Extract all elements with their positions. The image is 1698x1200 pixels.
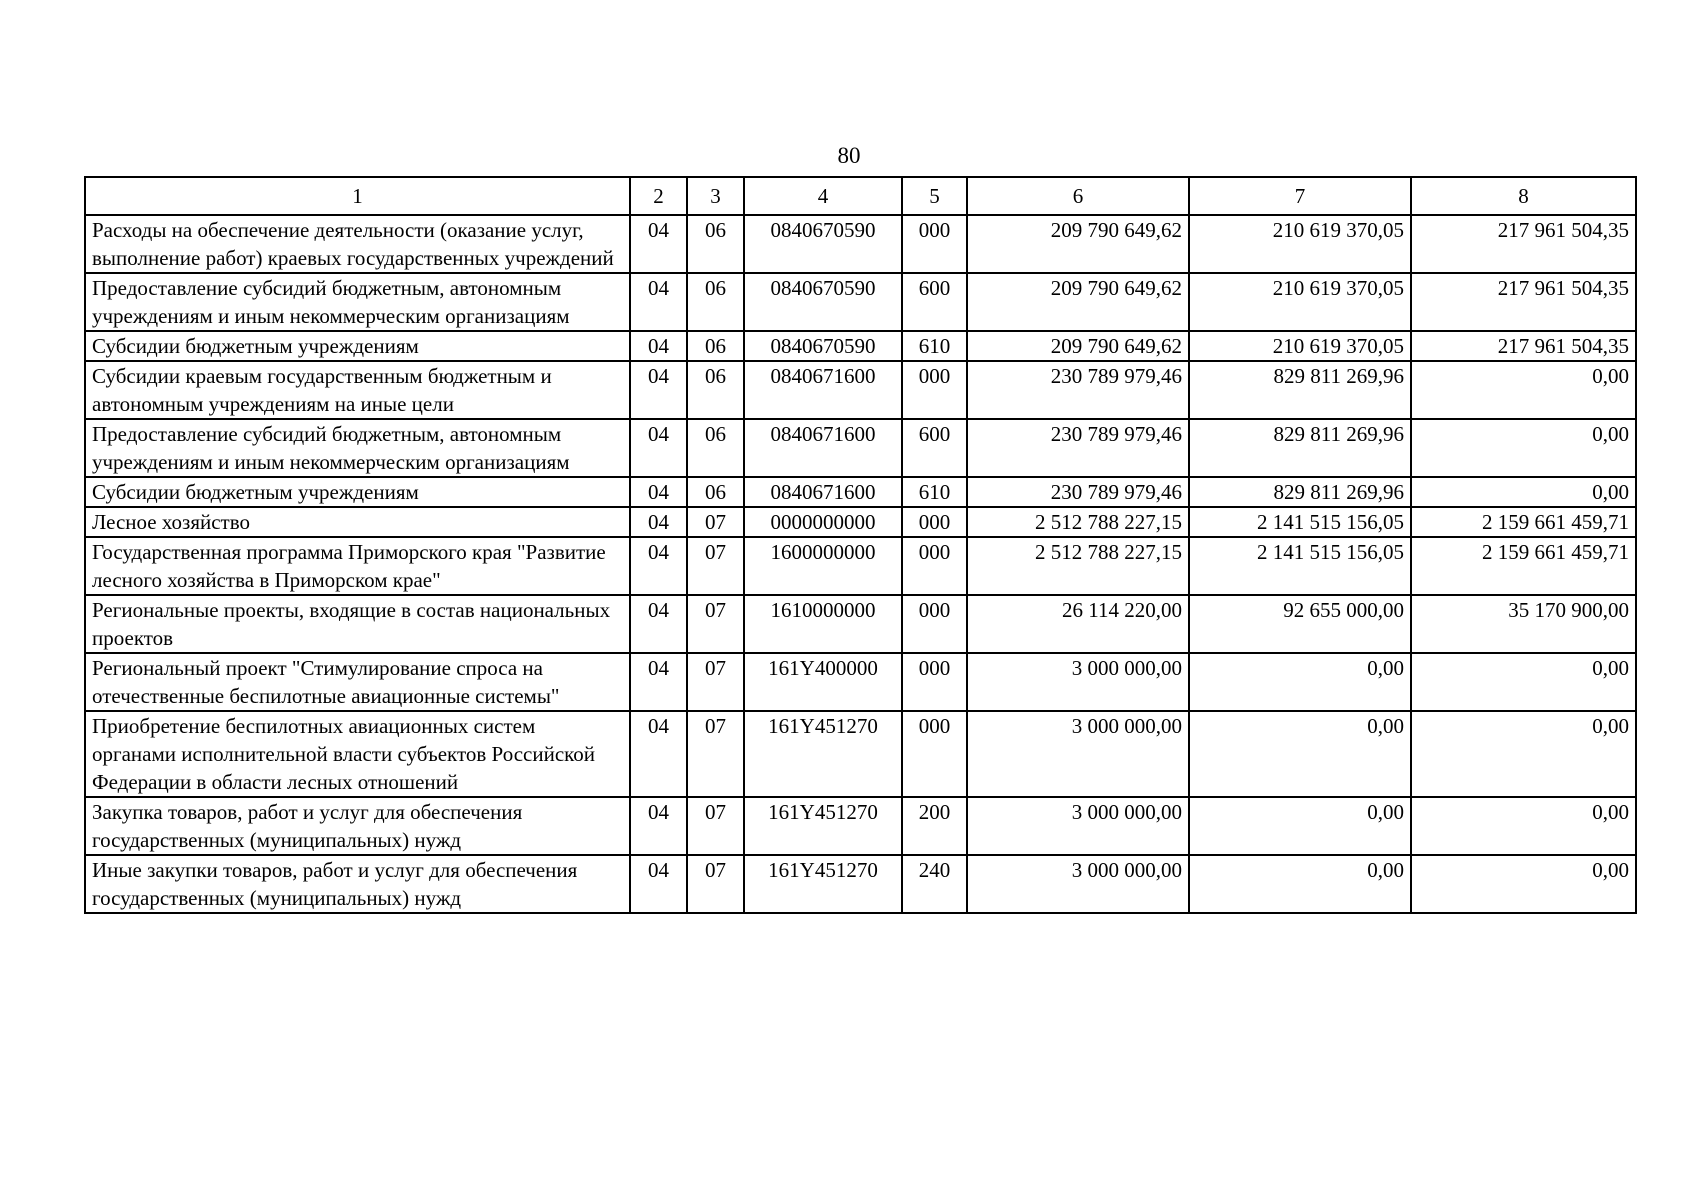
column-header: 8: [1411, 177, 1636, 215]
row-name-cell: Предоставление субсидий бюджетным, автономным учреждениям и иным некоммерческим организациям: [85, 273, 630, 331]
subsection-code-cell: 07: [687, 595, 744, 653]
target-article-cell: 0840671600: [744, 477, 902, 507]
amount-cell-8: 0,00: [1411, 477, 1636, 507]
column-header: 3: [687, 177, 744, 215]
amount-cell-8: 217 961 504,35: [1411, 273, 1636, 331]
target-article-cell: 0840670590: [744, 331, 902, 361]
column-header: 1: [85, 177, 630, 215]
expense-type-cell: 610: [902, 477, 967, 507]
target-article-cell: 161Y451270: [744, 797, 902, 855]
table-row: [85, 419, 1636, 477]
amount-cell-7: 829 811 269,96: [1189, 419, 1411, 477]
amount-cell-8: 0,00: [1411, 653, 1636, 711]
amount-cell-6: 3 000 000,00: [967, 797, 1189, 855]
amount-cell-6: 209 790 649,62: [967, 215, 1189, 273]
amount-cell-8: 2 159 661 459,71: [1411, 507, 1636, 537]
target-article-cell: 1610000000: [744, 595, 902, 653]
subsection-code-cell: 07: [687, 507, 744, 537]
amount-cell-8: 217 961 504,35: [1411, 215, 1636, 273]
amount-cell-8: 0,00: [1411, 419, 1636, 477]
section-code-cell: 04: [630, 419, 687, 477]
column-header: 5: [902, 177, 967, 215]
expense-type-cell: 000: [902, 215, 967, 273]
expense-type-cell: 000: [902, 507, 967, 537]
amount-cell-6: 26 114 220,00: [967, 595, 1189, 653]
subsection-code-cell: 06: [687, 331, 744, 361]
row-name-cell: Субсидии краевым государственным бюджетным и автономным учреждениям на иные цели: [85, 361, 630, 419]
amount-cell-8: 0,00: [1411, 797, 1636, 855]
column-header: 7: [1189, 177, 1411, 215]
amount-cell-7: 2 141 515 156,05: [1189, 537, 1411, 595]
expense-type-cell: 610: [902, 331, 967, 361]
target-article-cell: 161Y451270: [744, 711, 902, 797]
amount-cell-7: 92 655 000,00: [1189, 595, 1411, 653]
table-body: [85, 215, 1636, 913]
page-number: 80: [837, 143, 861, 168]
section-code-cell: 04: [630, 361, 687, 419]
section-code-cell: 04: [630, 537, 687, 595]
amount-cell-6: 3 000 000,00: [967, 855, 1189, 913]
column-header: 6: [967, 177, 1189, 215]
expense-type-cell: 000: [902, 537, 967, 595]
amount-cell-6: 3 000 000,00: [967, 711, 1189, 797]
subsection-code-cell: 07: [687, 711, 744, 797]
subsection-code-cell: 07: [687, 855, 744, 913]
amount-cell-6: 230 789 979,46: [967, 477, 1189, 507]
column-header: 2: [630, 177, 687, 215]
amount-cell-8: 0,00: [1411, 855, 1636, 913]
amount-cell-8: 217 961 504,35: [1411, 331, 1636, 361]
expense-type-cell: 000: [902, 711, 967, 797]
row-name-cell: Предоставление субсидий бюджетным, автономным учреждениям и иным некоммерческим организациям: [85, 419, 630, 477]
amount-cell-6: 230 789 979,46: [967, 361, 1189, 419]
expense-type-cell: 000: [902, 361, 967, 419]
amount-cell-7: 0,00: [1189, 855, 1411, 913]
table-row: [85, 711, 1636, 797]
expense-type-cell: 000: [902, 595, 967, 653]
row-name-cell: Расходы на обеспечение деятельности (оказание услуг, выполнение работ) краевых государственных учреждений: [85, 215, 630, 273]
amount-cell-6: 3 000 000,00: [967, 653, 1189, 711]
section-code-cell: 04: [630, 855, 687, 913]
subsection-code-cell: 06: [687, 361, 744, 419]
amount-cell-7: 829 811 269,96: [1189, 477, 1411, 507]
column-header: 4: [744, 177, 902, 215]
expense-type-cell: 600: [902, 419, 967, 477]
amount-cell-6: 2 512 788 227,15: [967, 507, 1189, 537]
amount-cell-7: 210 619 370,05: [1189, 273, 1411, 331]
target-article-cell: 0000000000: [744, 507, 902, 537]
table-row: [85, 507, 1636, 537]
table-row: [85, 855, 1636, 913]
row-name-cell: Региональный проект "Стимулирование спроса на отечественные беспилотные авиационные системы": [85, 653, 630, 711]
subsection-code-cell: 06: [687, 273, 744, 331]
amount-cell-8: 35 170 900,00: [1411, 595, 1636, 653]
budget-table: [84, 176, 1637, 914]
expense-type-cell: 000: [902, 653, 967, 711]
amount-cell-7: 0,00: [1189, 797, 1411, 855]
amount-cell-7: 829 811 269,96: [1189, 361, 1411, 419]
section-code-cell: 04: [630, 595, 687, 653]
row-name-cell: Региональные проекты, входящие в состав национальных проектов: [85, 595, 630, 653]
expense-type-cell: 200: [902, 797, 967, 855]
table-row: [85, 477, 1636, 507]
subsection-code-cell: 06: [687, 477, 744, 507]
row-name-cell: Приобретение беспилотных авиационных систем органами исполнительной власти субъектов Российской Федерации в области лесных отношений: [85, 711, 630, 797]
table-row: [85, 595, 1636, 653]
amount-cell-6: 2 512 788 227,15: [967, 537, 1189, 595]
amount-cell-6: 209 790 649,62: [967, 331, 1189, 361]
target-article-cell: 0840670590: [744, 215, 902, 273]
row-name-cell: Субсидии бюджетным учреждениям: [85, 477, 630, 507]
amount-cell-7: 2 141 515 156,05: [1189, 507, 1411, 537]
amount-cell-6: 209 790 649,62: [967, 273, 1189, 331]
expense-type-cell: 600: [902, 273, 967, 331]
table-row: [85, 797, 1636, 855]
amount-cell-8: 0,00: [1411, 361, 1636, 419]
subsection-code-cell: 06: [687, 215, 744, 273]
section-code-cell: 04: [630, 797, 687, 855]
header-row: [85, 177, 1636, 215]
expense-type-cell: 240: [902, 855, 967, 913]
section-code-cell: 04: [630, 653, 687, 711]
amount-cell-6: 230 789 979,46: [967, 419, 1189, 477]
target-article-cell: 0840670590: [744, 273, 902, 331]
amount-cell-7: 0,00: [1189, 711, 1411, 797]
table-row: [85, 361, 1636, 419]
table-row: [85, 331, 1636, 361]
amount-cell-7: 0,00: [1189, 653, 1411, 711]
table-row: [85, 273, 1636, 331]
subsection-code-cell: 07: [687, 537, 744, 595]
target-article-cell: 1600000000: [744, 537, 902, 595]
section-code-cell: 04: [630, 507, 687, 537]
target-article-cell: 161Y451270: [744, 855, 902, 913]
section-code-cell: 04: [630, 273, 687, 331]
amount-cell-7: 210 619 370,05: [1189, 331, 1411, 361]
table-row: [85, 537, 1636, 595]
target-article-cell: 161Y400000: [744, 653, 902, 711]
amount-cell-7: 210 619 370,05: [1189, 215, 1411, 273]
section-code-cell: 04: [630, 711, 687, 797]
row-name-cell: Субсидии бюджетным учреждениям: [85, 331, 630, 361]
row-name-cell: Иные закупки товаров, работ и услуг для обеспечения государственных (муниципальных) нужд: [85, 855, 630, 913]
section-code-cell: 04: [630, 331, 687, 361]
section-code-cell: 04: [630, 215, 687, 273]
subsection-code-cell: 07: [687, 653, 744, 711]
subsection-code-cell: 06: [687, 419, 744, 477]
table-row: [85, 653, 1636, 711]
amount-cell-8: 2 159 661 459,71: [1411, 537, 1636, 595]
row-name-cell: Лесное хозяйство: [85, 507, 630, 537]
target-article-cell: 0840671600: [744, 361, 902, 419]
row-name-cell: Закупка товаров, работ и услуг для обеспечения государственных (муниципальных) нужд: [85, 797, 630, 855]
amount-cell-8: 0,00: [1411, 711, 1636, 797]
subsection-code-cell: 07: [687, 797, 744, 855]
table-row: [85, 215, 1636, 273]
target-article-cell: 0840671600: [744, 419, 902, 477]
row-name-cell: Государственная программа Приморского края "Развитие лесного хозяйства в Приморском крае": [85, 537, 630, 595]
section-code-cell: 04: [630, 477, 687, 507]
